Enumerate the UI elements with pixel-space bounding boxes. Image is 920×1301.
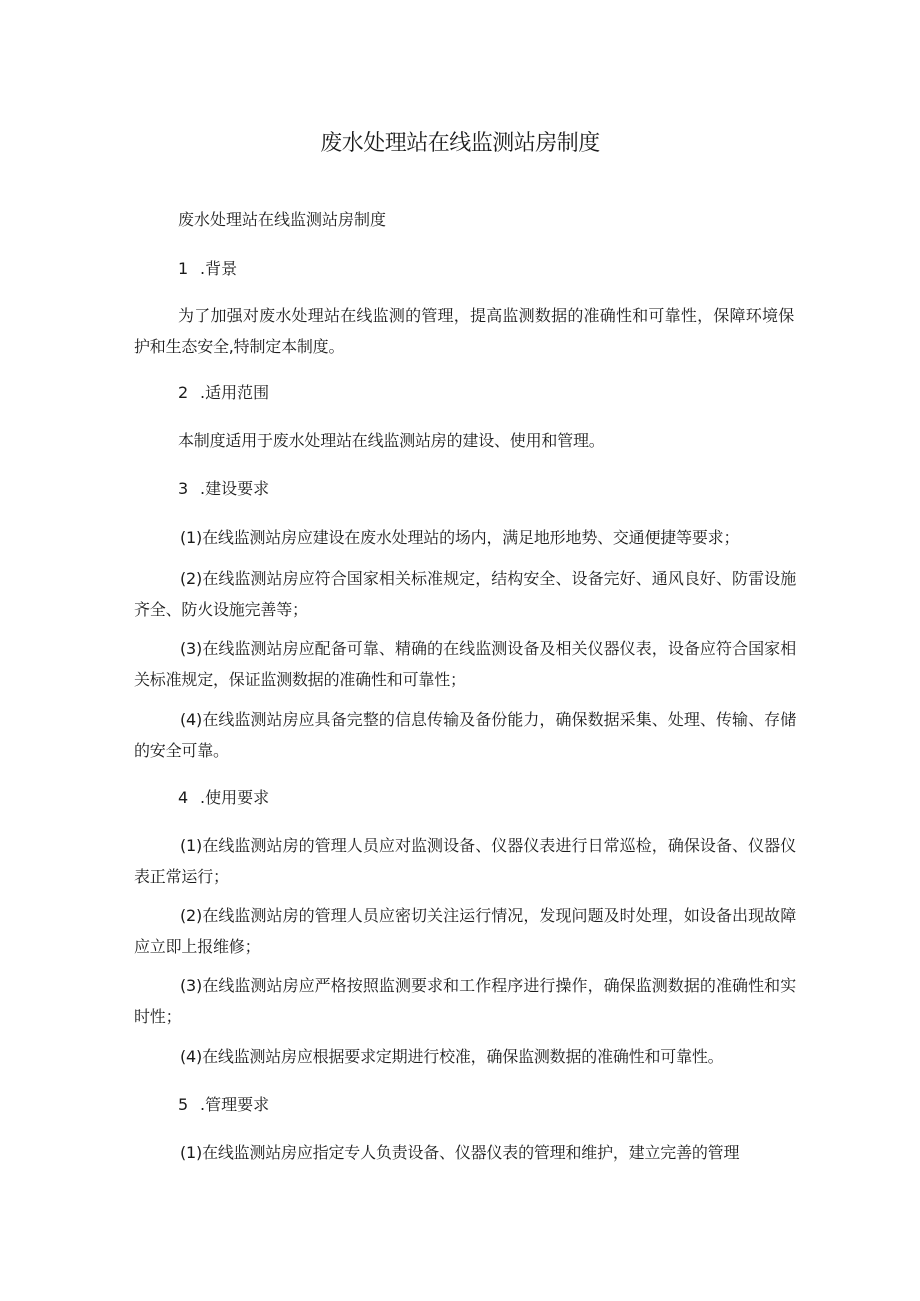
section-title: .建设要求 [200, 479, 270, 498]
list-item: (3)在线监测站房应严格按照监测要求和工作程序进行操作，确保监测数据的准确性和实时性； [134, 976, 796, 1026]
list-item: (1)在线监测站房应建设在废水处理站的场内，满足地形地势、交通便捷等要求； [180, 528, 740, 547]
list-item: (1)在线监测站房应指定专人负责设备、仪器仪表的管理和维护，建立完善的管理 [180, 1143, 740, 1162]
section-title: .管理要求 [200, 1095, 270, 1114]
list-item: (2)在线监测站房的管理人员应密切关注运行情况，发现问题及时处理，如设备出现故障应立即上报维修； [134, 906, 796, 956]
list-item: (4)在线监测站房应具备完整的信息传输及备份能力，确保数据采集、处理、传输、存储的安全可靠。 [134, 710, 796, 760]
section-heading [178, 382, 269, 404]
section-heading [178, 1094, 269, 1116]
section-number: 4 [178, 788, 189, 807]
section-heading [178, 478, 269, 500]
list-item: (4)在线监测站房应根据要求定期进行校准，确保监测数据的准确性和可靠性。 [180, 1047, 724, 1066]
list-item: (2)在线监测站房应符合国家相关标准规定，结构安全、设备完好、通风良好、防雷设施齐全、防火设施完善等； [134, 569, 796, 619]
section-number: 3 [178, 479, 189, 498]
section-heading [178, 258, 237, 280]
paragraph: 本制度适用于废水处理站在线监测站房的建设、使用和管理。 [178, 431, 605, 450]
section-number: 1 [178, 259, 189, 278]
section-number: 2 [178, 383, 189, 402]
section-number: 5 [178, 1095, 189, 1114]
section-title: .适用范围 [200, 383, 270, 402]
section-heading [178, 787, 269, 809]
paragraph: 为了加强对废水处理站在线监测的管理，提高监测数据的准确性和可靠性，保障环境保护和生态安全,特制定本制度。 [134, 306, 794, 356]
document-title: 废水处理站在线监测站房制度 [320, 131, 600, 156]
document-subtitle: 废水处理站在线监测站房制度 [178, 210, 387, 229]
section-title: .使用要求 [200, 788, 270, 807]
section-title: .背景 [200, 259, 238, 278]
list-item: (1)在线监测站房的管理人员应对监测设备、仪器仪表进行日常巡检，确保设备、仪器仪表正常运行； [134, 836, 796, 886]
list-item: (3)在线监测站房应配备可靠、精确的在线监测设备及相关仪器仪表，设备应符合国家相关标准规定，保证监测数据的准确性和可靠性； [134, 639, 796, 689]
